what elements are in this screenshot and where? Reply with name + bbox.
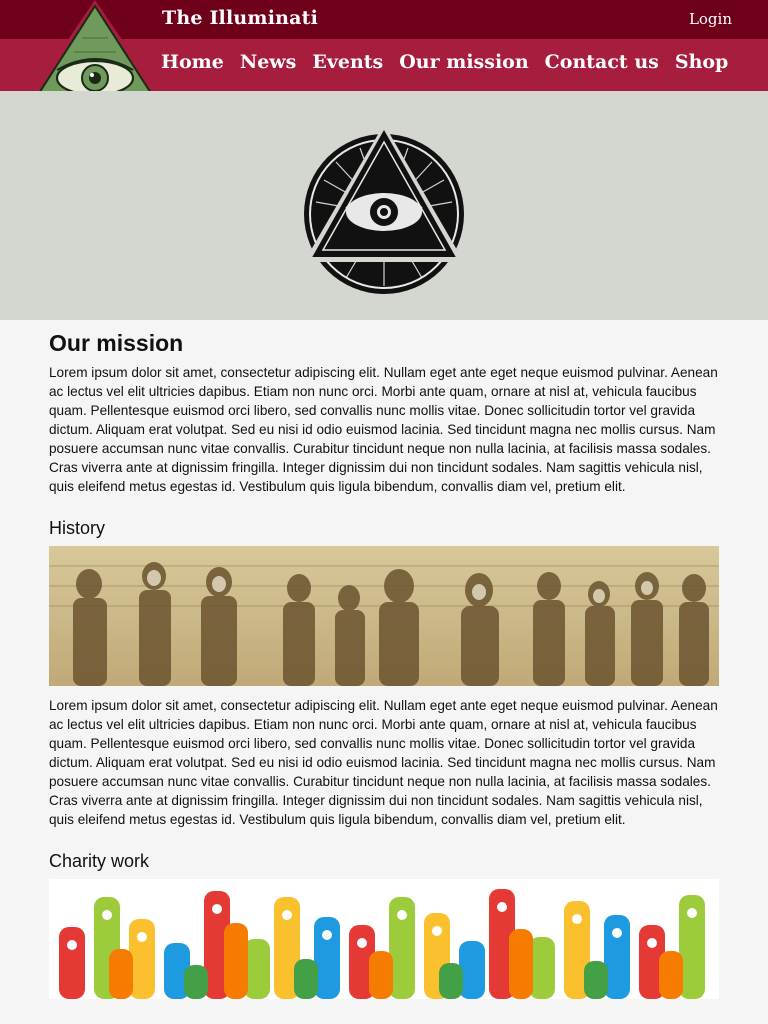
history-engraving-image	[49, 546, 719, 686]
main-content	[49, 330, 719, 999]
nav-home[interactable]: Home	[161, 51, 224, 73]
mission-intro-text: Lorem ipsum dolor sit amet, consectetur adipiscing elit. Nullam eget ante eget neque euismod pulvinar. Aenean ac lectus vel elit ultricies dapibus. Etiam non nunc orci. Morbi ante quam, ornare at nisl at, vehicula faucibus quam. Pellentesque euismod orci libero, sed convallis nunc mollis vitae. Donec sollicitudin tortor vel gravida dictum. Aliquam erat volutpat. Sed eu nisi id odio euismod lacinia. Sed tincidunt magna nec mollis cursus. Nam posuere accumsan nunc vitae convallis. Curabitur tincidunt neque non nulla lacinia, at facilisis massa sodales. Cras viverra ante at dignissim fringilla. Integer dignissim dui non tincidunt sodales. Nam sagittis vehicula nisl, quis eleifend metus egestas id. Vestibulum quis ligula bibendum, convallis diam vel, pretium elit.	[49, 365, 718, 494]
nav-our-mission[interactable]: Our mission	[399, 51, 529, 73]
page-title: Our mission	[49, 330, 184, 356]
charity-hands-image	[49, 879, 719, 999]
nav-list	[161, 51, 728, 73]
nav-contact-us[interactable]: Contact us	[544, 51, 659, 73]
nav-news[interactable]: News	[239, 51, 297, 73]
nav-events[interactable]: Events	[312, 51, 384, 73]
history-heading: History	[49, 518, 106, 538]
hero-banner	[0, 91, 768, 320]
charity-heading: Charity work	[49, 851, 150, 871]
login-link[interactable]: Login	[688, 10, 732, 28]
all-seeing-eye-emblem-icon	[302, 122, 466, 296]
nav-shop[interactable]: Shop	[674, 51, 729, 73]
site-title[interactable]: The Illuminati	[162, 7, 319, 29]
history-text: Lorem ipsum dolor sit amet, consectetur adipiscing elit. Nullam eget ante eget neque euismod pulvinar. Aenean ac lectus vel elit ultricies dapibus. Etiam non nunc orci. Morbi ante quam, ornare at nisl at, vehicula faucibus quam. Pellentesque euismod orci libero, sed convallis nunc mollis vitae. Donec sollicitudin tortor vel gravida dictum. Aliquam erat volutpat. Sed eu nisi id odio euismod lacinia. Sed tincidunt magna nec mollis cursus. Nam posuere accumsan nunc vitae convallis. Curabitur tincidunt neque non nulla lacinia, at facilisis massa sodales. Cras viverra ante at dignissim fringilla. Integer dignissim dui non tincidunt sodales. Nam sagittis vehicula nisl, quis eleifend metus egestas id. Vestibulum quis ligula bibendum, convallis diam vel, pretium elit.	[49, 698, 718, 827]
